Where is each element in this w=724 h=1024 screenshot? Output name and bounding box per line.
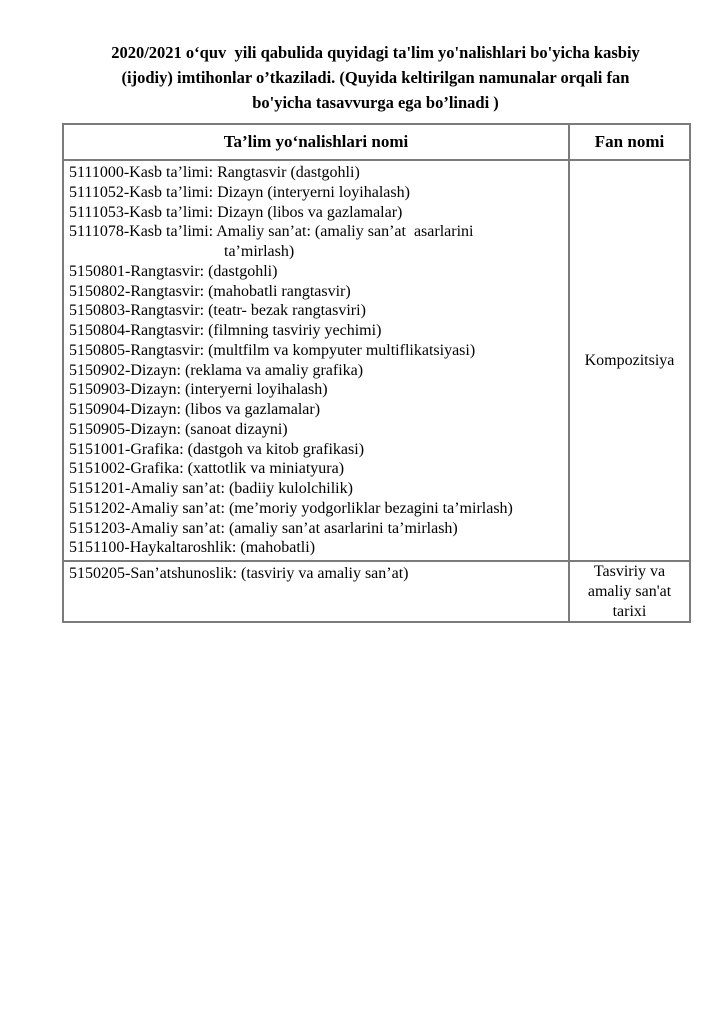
table-row (63, 561, 690, 622)
program-line: ta’mirlash) (224, 243, 295, 260)
program-line: 5150804-Rangtasvir: (filmning tasviriy yechimi) (69, 322, 382, 339)
program-line: 5150801-Rangtasvir: (dastgohli) (69, 262, 278, 280)
program-line: 5111052-Kasb ta’limi: Dizayn (interyerni loyihalash) (69, 183, 410, 201)
program-line: 5111053-Kasb ta’limi: Dizayn (libos va gazlamalar) (69, 203, 403, 221)
program-line: 5111000-Kasb ta’limi: Rangtasvir (dastgohli) (69, 164, 360, 181)
program-line: 5150805-Rangtasvir: (multfilm va kompyuter multiflikatsiyasi) (69, 341, 476, 359)
programs-table (62, 123, 691, 623)
table-header-row (63, 124, 690, 160)
program-line: 5151001-Grafika: (dastgoh va kitob grafikasi) (69, 440, 365, 458)
program-line: 5150802-Rangtasvir: (mahobatli rangtasvir) (69, 282, 351, 300)
column-header-subject-name: Fan nomi (569, 124, 690, 160)
program-line: 5151201-Amaliy san’at: (badiiy kulolchilik) (69, 480, 353, 497)
program-line: 5151100-Haykaltaroshlik: (mahobatli) (69, 539, 316, 557)
table-row (63, 160, 690, 561)
program-line: 5151202-Amaliy san’at: (me’moriy yodgorliklar bezagini ta’mirlash) (69, 499, 513, 517)
program-line: 5150803-Rangtasvir: (teatr- bezak rangtasviri) (69, 302, 366, 320)
program-line: 5111078-Kasb ta’limi: Amaliy san’at: (amaliy san’at asarlarini (69, 223, 474, 241)
subject-name-cell: Tasviriy va amaliy san'at tarixi (569, 561, 690, 622)
program-line: 5150904-Dizayn: (libos va gazlamalar) (69, 401, 321, 418)
education-direction-cell (63, 561, 569, 622)
page-title-line: bo'yicha tasavvurga ega bo’linadi ) (252, 93, 499, 112)
program-line: 5150903-Dizayn: (interyerni loyihalash) (69, 381, 328, 399)
program-line: 5150905-Dizayn: (sanoat dizayni) (69, 420, 288, 438)
education-direction-cell (63, 160, 569, 561)
table-body (63, 160, 690, 622)
page-title (62, 40, 689, 115)
subject-name-cell: Kompozitsiya (569, 160, 690, 561)
program-line: 5150902-Dizayn: (reklama va amaliy grafika) (69, 361, 364, 379)
program-line: 5151002-Grafika: (xattotlik va miniatyura) (69, 460, 345, 478)
page-title-line: (ijodiy) imtihonlar o’tkaziladi. (Quyida keltirilgan namunalar orqali fan (121, 68, 630, 87)
page-title-line: 2020/2021 o‘quv yili qabulida quyidagi ta'lim yo'nalishlari bo'yicha kasbiy (111, 43, 640, 62)
program-line: 5150205-San’atshunoslik: (tasviriy va amaliy san’at) (69, 565, 409, 582)
column-header-education-directions: Ta’lim yo‘nalishlari nomi (63, 124, 569, 160)
program-line: 5151203-Amaliy san’at: (amaliy san’at asarlarini ta’mirlash) (69, 519, 458, 537)
